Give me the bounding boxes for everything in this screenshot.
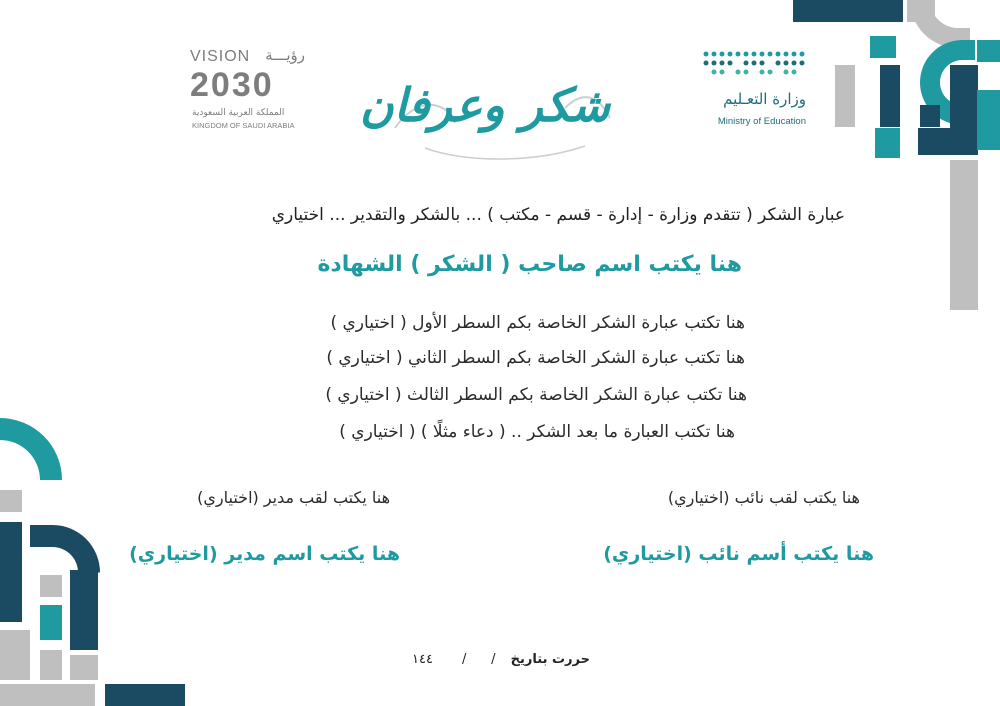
vision-2030-logo bbox=[190, 48, 315, 138]
ministry-logo bbox=[700, 50, 812, 130]
ministry-english: Ministry of Education bbox=[717, 116, 806, 127]
intro-line: عبارة الشكر ( تتقدم وزارة - إدارة - قسم - مكتب ) ... بالشكر والتقدير ... اختياري bbox=[271, 205, 845, 225]
date-row bbox=[410, 652, 590, 672]
recipient-name: هنا يكتب اسم صاحب ( الشكر ) الشهادة bbox=[317, 252, 742, 277]
vision-country-en: KINGDOM OF SAUDI ARABIA bbox=[192, 121, 295, 130]
ministry-arabic: وزارة التعـليم bbox=[723, 90, 806, 108]
body-line-3: هنا تكتب عبارة الشكر الخاصة بكم السطر الثالث ( اختياري ) bbox=[325, 385, 747, 405]
manager-name: هنا يكتب اسم مدير (اختياري) bbox=[129, 543, 400, 565]
vision-latin-label: VISION bbox=[190, 48, 251, 65]
body-line-2: هنا تكتب عبارة الشكر الخاصة بكم السطر الثاني ( اختياري ) bbox=[326, 348, 745, 368]
date-separators: / / bbox=[462, 652, 496, 667]
deputy-title: هنا يكتب لقب نائب (اختياري) bbox=[667, 488, 860, 507]
ministry-dots-icon bbox=[700, 50, 812, 86]
date-year: ١٤٤ bbox=[412, 652, 433, 667]
calligraphy-title bbox=[359, 68, 620, 168]
date-label: حررت بتاريخ bbox=[510, 652, 590, 667]
vision-country-ar: المملكة العربية السعودية bbox=[192, 108, 285, 118]
vision-arabic-label: رؤيـــة bbox=[265, 46, 305, 64]
deputy-name: هنا يكتب أسم نائب (اختياري) bbox=[603, 543, 874, 565]
body-line-1: هنا تكتب عبارة الشكر الخاصة بكم السطر الأول ( اختياري ) bbox=[330, 313, 745, 333]
body-line-4: هنا تكتب العبارة ما بعد الشكر .. ( دعاء مثلًا ) ( اختياري ) bbox=[339, 422, 735, 442]
calligraphy-text: شكر وعرفان bbox=[359, 78, 610, 132]
vision-year: 2030 bbox=[190, 66, 274, 104]
manager-title: هنا يكتب لقب مدير (اختياري) bbox=[197, 488, 390, 507]
